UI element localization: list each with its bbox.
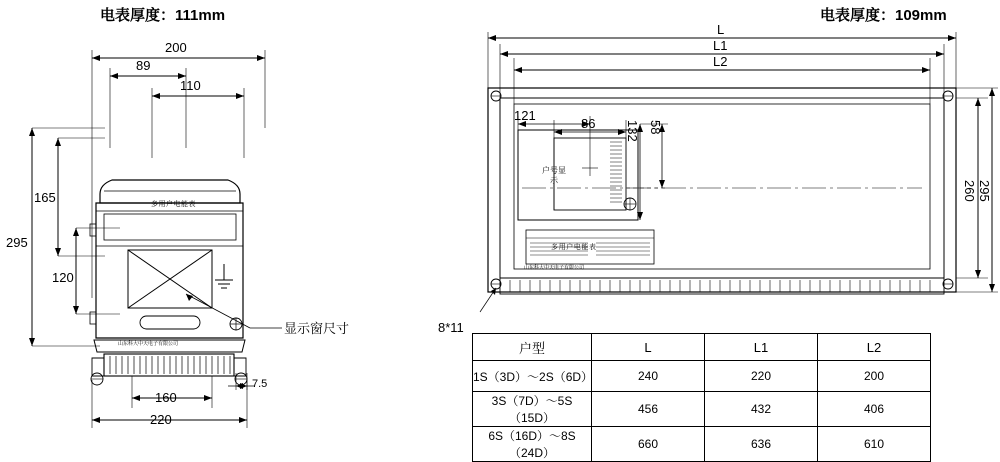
dim-132: 132 — [625, 120, 640, 142]
dim-260: 260 — [962, 180, 977, 202]
cell-L2: 406 — [818, 392, 931, 427]
right-meter-company: 山东科大中天电子有限公司 — [524, 265, 585, 271]
cell-L: 240 — [592, 361, 705, 392]
cell-L1: 220 — [705, 361, 818, 392]
dim-89: 89 — [136, 58, 151, 73]
cell-type: 1S（3D）～2S（6D） — [473, 361, 592, 392]
dim-7-5: 7.5 — [252, 378, 268, 390]
dim-200: 200 — [165, 40, 187, 55]
dim-160: 160 — [155, 390, 177, 405]
dim-L: L — [717, 22, 725, 37]
cell-type: 3S（7D）～5S（15D） — [473, 392, 592, 427]
table-row — [473, 392, 931, 427]
dim-58: 58 — [648, 120, 663, 135]
dim-120: 120 — [52, 270, 74, 285]
left-thickness-label: 电表厚度：111mm — [100, 7, 226, 24]
dim-165: 165 — [34, 190, 56, 205]
dim-121: 121 — [514, 108, 536, 123]
cell-L2: 200 — [818, 361, 931, 392]
dim-220: 220 — [150, 412, 172, 427]
cell-L2: 610 — [818, 427, 931, 462]
col-header-L1: L1 — [705, 334, 818, 361]
hole-note-8x11: 8*11 — [438, 320, 464, 335]
left-meter-company: 山东科大中天电子有限公司 — [118, 341, 179, 347]
dim-86: 86 — [581, 116, 596, 131]
right-meter-title: 多用户电能表 — [551, 244, 597, 251]
col-header-type: 户型 — [473, 334, 592, 361]
display-window-callout: 显示窗尺寸 — [284, 321, 350, 336]
col-header-L2: L2 — [818, 334, 931, 361]
dim-295: 295 — [977, 180, 992, 202]
right-window-text: 户号显示 — [542, 166, 566, 185]
spec-table — [472, 333, 931, 462]
cell-L1: 432 — [705, 392, 818, 427]
dim-L2: L2 — [713, 54, 728, 69]
table-header-row — [473, 334, 931, 361]
cell-L: 660 — [592, 427, 705, 462]
col-header-L: L — [592, 334, 705, 361]
right-thickness-label: 电表厚度：109mm — [820, 7, 947, 24]
table-row — [473, 361, 931, 392]
cell-type: 6S（16D）～8S（24D） — [473, 427, 592, 462]
dim-295: 295 — [6, 235, 28, 250]
cell-L1: 636 — [705, 427, 818, 462]
dim-L1: L1 — [713, 38, 728, 53]
table-row — [473, 427, 931, 462]
dim-110: 110 — [180, 78, 201, 93]
left-view-drawing — [0, 28, 420, 448]
left-meter-title: 多用户电能表 — [151, 201, 196, 208]
cell-L: 456 — [592, 392, 705, 427]
